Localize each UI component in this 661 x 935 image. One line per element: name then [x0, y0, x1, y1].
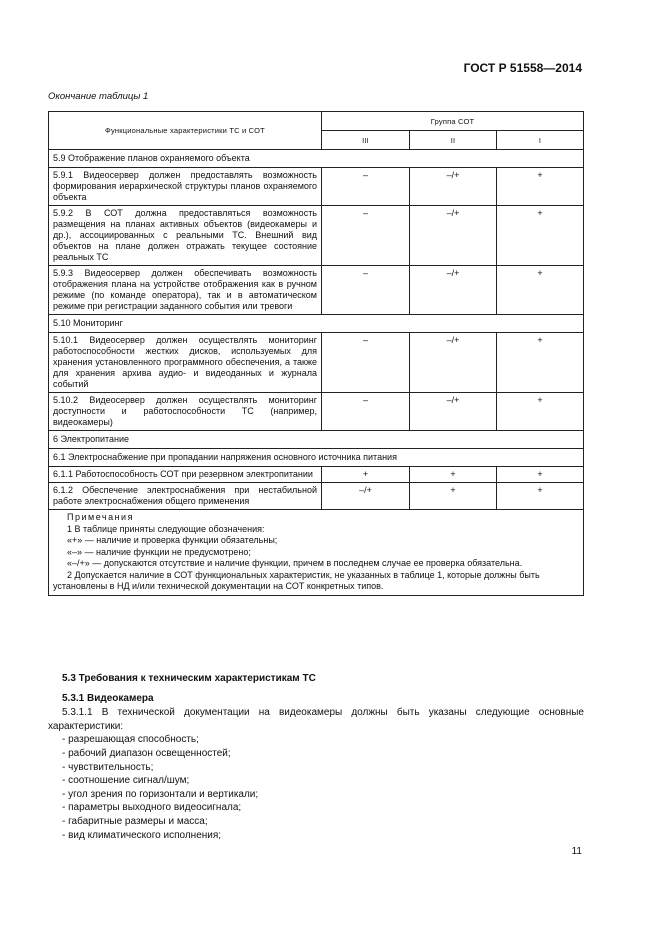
paragraph: 5.3.1.1 В технической документации на видеокамеры должны быть указаны следующие основные характеристики:	[48, 707, 584, 732]
requirements-table	[48, 111, 584, 596]
row-text: 5.10.2 Видеосервер должен осуществлять мониторинг доступности и работоспособности ТС (например, видеокамеры)	[49, 393, 322, 431]
cell-group-ii: +	[410, 467, 497, 483]
body-section	[48, 672, 584, 842]
cell-group-ii: –/+	[410, 393, 497, 431]
row-text: 6.1.1 Работоспособность СОТ при резервном электропитании	[49, 467, 322, 483]
row-text: 5.9.2 В СОТ должна предоставляться возможность размещения на планах активных объектов (видеокамеры и др.), ассоциированных с реальными ТС. Внешний вид объектов на плане должен отражать текущее состояние реальных ТС	[49, 206, 322, 266]
row-text: 5.9.1 Видеосервер должен предоставлять возможность формирования иерархической структуры планов охраняемого объекта	[49, 168, 322, 206]
column-header-characteristics: Функциональные характеристики ТС и СОТ	[49, 112, 322, 150]
subsection-title: 6.1 Электроснабжение при пропадании напряжения основного источника питания	[49, 449, 584, 467]
table-row	[49, 467, 584, 483]
list-item: - габаритные размеры и масса;	[62, 815, 584, 829]
cell-group-iii: –	[322, 266, 410, 315]
notes-title: Примечания	[67, 512, 134, 522]
table-row	[49, 206, 584, 266]
cell-group-i: +	[497, 206, 584, 266]
cell-group-i: +	[497, 333, 584, 393]
cell-group-iii: –	[322, 333, 410, 393]
note-legend-plus: «+» — наличие и проверка функции обязательны;	[67, 535, 278, 545]
list-item: - параметры выходного видеосигнала;	[62, 801, 584, 815]
page-number: 11	[571, 846, 582, 857]
row-text: 5.10.1 Видеосервер должен осуществлять мониторинг работоспособности жестких дисков, используемых для хранения установленного программного обеспечения, а также для хранения архива аудио- и видеоданных и журнала событий	[49, 333, 322, 393]
list-item: - чувствительность;	[62, 761, 584, 775]
cell-group-ii: –/+	[410, 266, 497, 315]
section-title: 5.10 Мониторинг	[49, 315, 584, 333]
cell-group-ii: –/+	[410, 168, 497, 206]
cell-group-i: +	[497, 483, 584, 510]
note-2: 2 Допускается наличие в СОТ функциональных характеристик, не указанных в таблице 1, которые должны быть установлены в НД и/или технической документации на СОТ конкретных типов.	[53, 569, 540, 591]
cell-group-ii: –/+	[410, 206, 497, 266]
list-item: - рабочий диапазон освещенностей;	[62, 747, 584, 761]
cell-group-i: +	[497, 393, 584, 431]
cell-group-iii: –	[322, 393, 410, 431]
table-row	[49, 266, 584, 315]
note-legend-optional: «–/+» — допускаются отсутствие и наличие функции, причем в последнем случае ее проверка обязательна.	[67, 558, 523, 568]
table-notes	[49, 510, 584, 596]
table-row	[49, 333, 584, 393]
cell-group-i: +	[497, 266, 584, 315]
cell-group-i: +	[497, 168, 584, 206]
column-header-group: Группа СОТ	[322, 112, 584, 131]
row-text: 6.1.2 Обеспечение электроснабжения при нестабильной работе электроснабжения общего применения	[49, 483, 322, 510]
document-id: ГОСТ Р 51558—2014	[463, 61, 582, 75]
cell-group-iii: –/+	[322, 483, 410, 510]
section-heading: 5.3 Требования к техническим характеристикам ТС	[62, 673, 316, 684]
list-item: - вид климатического исполнения;	[62, 829, 584, 843]
section-title: 6 Электропитание	[49, 431, 584, 449]
characteristics-list	[62, 733, 584, 842]
table-caption: Окончание таблицы 1	[48, 91, 149, 102]
section-title: 5.9 Отображение планов охраняемого объекта	[49, 150, 584, 168]
table-row	[49, 168, 584, 206]
cell-group-iii: –	[322, 168, 410, 206]
cell-group-iii: –	[322, 206, 410, 266]
row-text: 5.9.3 Видеосервер должен обеспечивать возможность отображения плана на устройстве отображения как в ручном режиме (по команде оператора), так и в автоматическом режиме при регистрации заданного события или тревоги	[49, 266, 322, 315]
cell-group-ii: –/+	[410, 333, 497, 393]
cell-group-i: +	[497, 467, 584, 483]
list-item: - угол зрения по горизонтали и вертикали;	[62, 788, 584, 802]
table-row	[49, 393, 584, 431]
list-item: - соотношение сигнал/шум;	[62, 774, 584, 788]
subsection-heading: 5.3.1 Видеокамера	[62, 692, 154, 704]
note-legend-minus: «–» — наличие функции не предусмотрено;	[67, 546, 251, 557]
cell-group-iii: +	[322, 467, 410, 483]
note-1: 1 В таблице приняты следующие обозначения:	[67, 523, 265, 534]
group-iii-header: III	[322, 131, 410, 150]
group-i-header: I	[497, 131, 584, 150]
cell-group-ii: +	[410, 483, 497, 510]
list-item: - разрешающая способность;	[62, 733, 584, 747]
group-ii-header: II	[410, 131, 497, 150]
table-row	[49, 483, 584, 510]
